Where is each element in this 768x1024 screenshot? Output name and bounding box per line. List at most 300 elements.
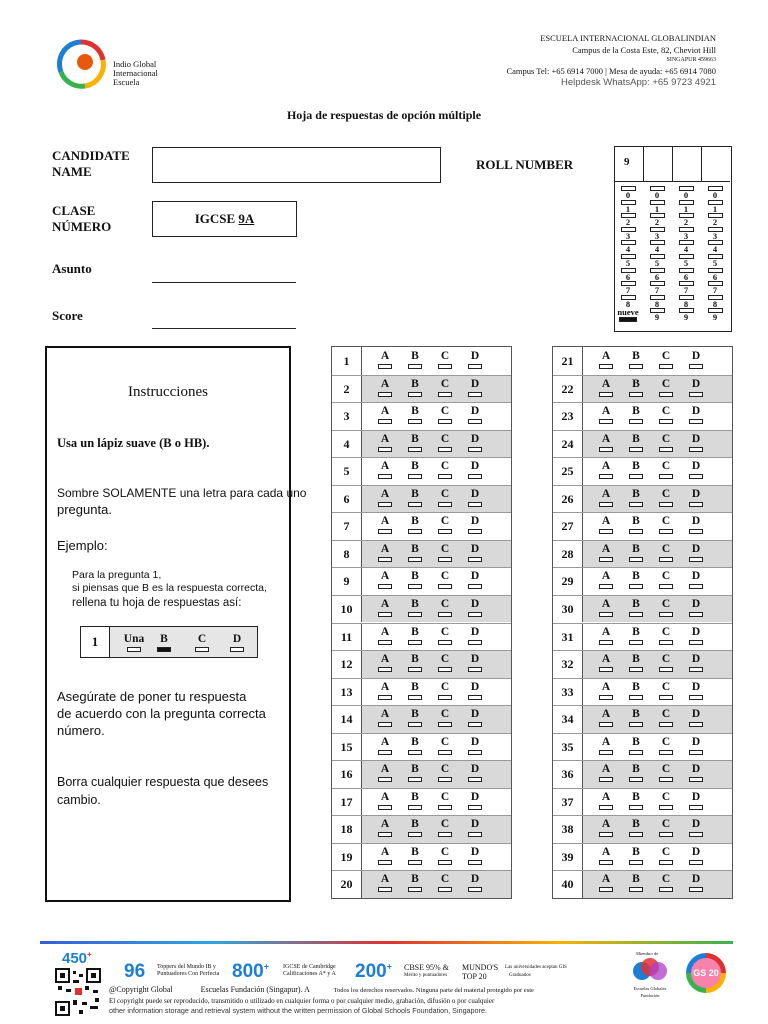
answer-bubble[interactable]	[599, 695, 613, 700]
answer-option[interactable]	[407, 570, 423, 589]
answer-bubble[interactable]	[599, 584, 613, 589]
answer-option[interactable]	[467, 736, 483, 755]
answer-option[interactable]	[598, 653, 614, 672]
answer-option[interactable]	[688, 598, 704, 617]
answer-bubble[interactable]	[468, 392, 482, 397]
answer-option[interactable]	[407, 488, 423, 507]
answer-option[interactable]	[658, 736, 674, 755]
roll-digit-bubble[interactable]	[614, 268, 642, 282]
answer-option[interactable]	[377, 378, 393, 397]
roll-digit-box[interactable]: 9	[615, 147, 644, 182]
answer-bubble[interactable]	[468, 777, 482, 782]
answer-bubble[interactable]	[408, 805, 422, 810]
roll-digit-bubble[interactable]	[614, 186, 642, 200]
answer-option[interactable]	[407, 460, 423, 479]
answer-bubble[interactable]	[408, 557, 422, 562]
answer-option[interactable]	[467, 570, 483, 589]
answer-option[interactable]	[628, 653, 644, 672]
roll-digit-bubble[interactable]	[614, 200, 642, 214]
answer-option[interactable]	[658, 791, 674, 810]
answer-bubble[interactable]	[599, 612, 613, 617]
answer-option[interactable]	[377, 763, 393, 782]
answer-bubble[interactable]	[408, 529, 422, 534]
answer-bubble[interactable]	[408, 392, 422, 397]
answer-option[interactable]	[377, 570, 393, 589]
answer-option[interactable]	[467, 433, 483, 452]
answer-bubble[interactable]	[378, 695, 392, 700]
answer-bubble[interactable]	[438, 447, 452, 452]
roll-digit-bubble[interactable]	[701, 308, 729, 322]
answer-bubble[interactable]	[599, 419, 613, 424]
answer-option[interactable]	[467, 460, 483, 479]
answer-option[interactable]	[437, 488, 453, 507]
answer-bubble[interactable]	[599, 640, 613, 645]
roll-digit-bubble[interactable]	[701, 213, 729, 227]
answer-bubble[interactable]	[659, 887, 673, 892]
answer-option[interactable]	[598, 460, 614, 479]
answer-bubble[interactable]	[438, 860, 452, 865]
answer-bubble[interactable]	[468, 667, 482, 672]
answer-option[interactable]	[437, 626, 453, 645]
answer-bubble[interactable]	[689, 695, 703, 700]
class-number-field[interactable]	[152, 201, 297, 237]
roll-digit-bubble[interactable]	[701, 281, 729, 295]
answer-bubble[interactable]	[438, 667, 452, 672]
answer-bubble[interactable]	[599, 860, 613, 865]
answer-option[interactable]	[688, 681, 704, 700]
answer-option[interactable]	[658, 626, 674, 645]
answer-option[interactable]	[598, 350, 614, 369]
answer-bubble[interactable]	[599, 832, 613, 837]
answer-option[interactable]	[598, 846, 614, 865]
answer-bubble[interactable]	[659, 695, 673, 700]
score-field[interactable]	[152, 328, 296, 329]
roll-digit-bubble[interactable]	[701, 186, 729, 200]
answer-bubble[interactable]	[689, 419, 703, 424]
answer-bubble[interactable]	[378, 529, 392, 534]
answer-bubble[interactable]	[468, 419, 482, 424]
answer-bubble[interactable]	[378, 612, 392, 617]
roll-digit-bubble[interactable]	[614, 227, 642, 241]
answer-bubble[interactable]	[378, 777, 392, 782]
answer-bubble[interactable]	[629, 640, 643, 645]
answer-option[interactable]	[407, 515, 423, 534]
answer-option[interactable]	[688, 818, 704, 837]
answer-bubble[interactable]	[659, 584, 673, 589]
answer-option[interactable]	[688, 488, 704, 507]
answer-bubble[interactable]	[438, 474, 452, 479]
roll-digit-bubble[interactable]	[672, 308, 700, 322]
answer-option[interactable]	[377, 818, 393, 837]
answer-bubble[interactable]	[689, 612, 703, 617]
answer-bubble[interactable]	[468, 887, 482, 892]
answer-bubble[interactable]	[629, 584, 643, 589]
answer-option[interactable]	[628, 626, 644, 645]
answer-option[interactable]	[407, 653, 423, 672]
answer-bubble[interactable]	[378, 557, 392, 562]
answer-bubble[interactable]	[378, 887, 392, 892]
answer-bubble[interactable]	[659, 640, 673, 645]
answer-bubble[interactable]	[629, 750, 643, 755]
answer-option[interactable]	[437, 405, 453, 424]
answer-bubble[interactable]	[378, 667, 392, 672]
answer-option[interactable]	[658, 350, 674, 369]
answer-bubble[interactable]	[468, 557, 482, 562]
answer-option[interactable]	[407, 543, 423, 562]
answer-bubble[interactable]	[689, 584, 703, 589]
answer-option[interactable]	[688, 873, 704, 892]
answer-option[interactable]	[407, 763, 423, 782]
answer-option[interactable]	[628, 460, 644, 479]
roll-digit-bubble[interactable]	[701, 295, 729, 309]
answer-bubble[interactable]	[438, 777, 452, 782]
answer-bubble[interactable]	[468, 502, 482, 507]
answer-option[interactable]	[407, 405, 423, 424]
answer-option[interactable]	[628, 873, 644, 892]
answer-option[interactable]	[437, 846, 453, 865]
answer-option[interactable]	[658, 515, 674, 534]
answer-option[interactable]	[598, 378, 614, 397]
answer-option[interactable]	[437, 543, 453, 562]
answer-option[interactable]	[407, 708, 423, 727]
answer-bubble[interactable]	[438, 640, 452, 645]
answer-option[interactable]	[598, 818, 614, 837]
answer-bubble[interactable]	[629, 722, 643, 727]
answer-bubble[interactable]	[468, 860, 482, 865]
answer-option[interactable]	[437, 818, 453, 837]
answer-bubble[interactable]	[599, 392, 613, 397]
answer-option[interactable]	[658, 488, 674, 507]
answer-bubble[interactable]	[599, 722, 613, 727]
answer-bubble[interactable]	[599, 364, 613, 369]
answer-option[interactable]	[467, 350, 483, 369]
answer-bubble[interactable]	[689, 777, 703, 782]
answer-option[interactable]	[688, 653, 704, 672]
answer-option[interactable]	[467, 626, 483, 645]
answer-option[interactable]	[628, 818, 644, 837]
answer-option[interactable]	[628, 736, 644, 755]
answer-bubble[interactable]	[468, 584, 482, 589]
answer-option[interactable]	[467, 791, 483, 810]
answer-bubble[interactable]	[378, 364, 392, 369]
answer-option[interactable]	[598, 736, 614, 755]
answer-bubble[interactable]	[659, 364, 673, 369]
answer-option[interactable]	[658, 460, 674, 479]
answer-bubble[interactable]	[408, 584, 422, 589]
answer-bubble[interactable]	[689, 640, 703, 645]
answer-option[interactable]	[467, 598, 483, 617]
answer-option[interactable]	[658, 818, 674, 837]
answer-bubble[interactable]	[689, 474, 703, 479]
answer-bubble[interactable]	[599, 502, 613, 507]
answer-option[interactable]	[377, 626, 393, 645]
roll-digit-bubble[interactable]	[614, 254, 642, 268]
roll-digit-bubble[interactable]	[643, 227, 671, 241]
answer-option[interactable]	[437, 791, 453, 810]
answer-bubble[interactable]	[689, 860, 703, 865]
answer-bubble[interactable]	[659, 722, 673, 727]
answer-bubble[interactable]	[468, 474, 482, 479]
answer-option[interactable]	[598, 681, 614, 700]
answer-bubble[interactable]	[378, 392, 392, 397]
answer-bubble[interactable]	[408, 667, 422, 672]
answer-option[interactable]	[467, 378, 483, 397]
answer-bubble[interactable]	[659, 777, 673, 782]
answer-option[interactable]	[467, 681, 483, 700]
answer-bubble[interactable]	[438, 584, 452, 589]
answer-bubble[interactable]	[629, 529, 643, 534]
roll-digit-bubble[interactable]	[643, 281, 671, 295]
answer-option[interactable]	[688, 626, 704, 645]
answer-bubble[interactable]	[408, 364, 422, 369]
answer-bubble[interactable]	[438, 695, 452, 700]
answer-option[interactable]	[598, 570, 614, 589]
answer-bubble[interactable]	[438, 750, 452, 755]
roll-digit-bubble[interactable]	[614, 240, 642, 254]
answer-option[interactable]	[598, 515, 614, 534]
roll-digit-bubble[interactable]	[672, 295, 700, 309]
answer-option[interactable]	[377, 598, 393, 617]
answer-bubble[interactable]	[438, 364, 452, 369]
answer-option[interactable]	[407, 791, 423, 810]
roll-digit-bubble[interactable]	[643, 254, 671, 268]
answer-option[interactable]	[437, 598, 453, 617]
roll-digit-bubble[interactable]	[701, 268, 729, 282]
answer-option[interactable]	[467, 846, 483, 865]
roll-digit-bubble[interactable]	[701, 254, 729, 268]
roll-digit-bubble[interactable]	[701, 200, 729, 214]
roll-digit-bubble[interactable]	[672, 254, 700, 268]
answer-option[interactable]	[628, 763, 644, 782]
roll-digit-bubble[interactable]	[672, 240, 700, 254]
answer-option[interactable]	[688, 378, 704, 397]
answer-bubble[interactable]	[378, 832, 392, 837]
answer-option[interactable]	[658, 378, 674, 397]
answer-bubble[interactable]	[659, 447, 673, 452]
answer-option[interactable]	[598, 405, 614, 424]
answer-option[interactable]	[658, 653, 674, 672]
answer-bubble[interactable]	[629, 419, 643, 424]
answer-bubble[interactable]	[378, 750, 392, 755]
answer-option[interactable]	[467, 873, 483, 892]
answer-option[interactable]	[598, 763, 614, 782]
answer-bubble[interactable]	[629, 557, 643, 562]
answer-option[interactable]	[437, 653, 453, 672]
candidate-name-field[interactable]	[152, 147, 441, 183]
answer-option[interactable]	[628, 543, 644, 562]
answer-option[interactable]	[598, 543, 614, 562]
answer-bubble[interactable]	[689, 557, 703, 562]
answer-bubble[interactable]	[629, 364, 643, 369]
answer-bubble[interactable]	[689, 447, 703, 452]
answer-bubble[interactable]	[599, 557, 613, 562]
answer-bubble[interactable]	[468, 805, 482, 810]
answer-option[interactable]	[688, 350, 704, 369]
answer-option[interactable]	[688, 736, 704, 755]
answer-option[interactable]	[377, 515, 393, 534]
answer-bubble[interactable]	[689, 364, 703, 369]
answer-bubble[interactable]	[689, 832, 703, 837]
answer-bubble[interactable]	[659, 502, 673, 507]
answer-option[interactable]	[377, 488, 393, 507]
answer-option[interactable]	[437, 515, 453, 534]
answer-option[interactable]	[658, 543, 674, 562]
answer-bubble[interactable]	[408, 695, 422, 700]
roll-digit-box[interactable]	[673, 147, 702, 182]
roll-digit-bubble[interactable]	[701, 227, 729, 241]
answer-bubble[interactable]	[689, 667, 703, 672]
answer-option[interactable]	[628, 405, 644, 424]
answer-bubble[interactable]	[378, 722, 392, 727]
answer-option[interactable]	[598, 873, 614, 892]
answer-option[interactable]	[658, 681, 674, 700]
answer-option[interactable]	[658, 598, 674, 617]
answer-bubble[interactable]	[378, 805, 392, 810]
answer-option[interactable]	[628, 570, 644, 589]
answer-bubble[interactable]	[599, 474, 613, 479]
answer-bubble[interactable]	[599, 529, 613, 534]
answer-option[interactable]	[377, 350, 393, 369]
answer-bubble[interactable]	[629, 860, 643, 865]
answer-option[interactable]	[467, 405, 483, 424]
answer-option[interactable]	[467, 515, 483, 534]
answer-option[interactable]	[377, 543, 393, 562]
answer-option[interactable]	[688, 570, 704, 589]
answer-option[interactable]	[437, 763, 453, 782]
answer-option[interactable]	[407, 378, 423, 397]
roll-digit-bubble[interactable]	[701, 240, 729, 254]
answer-bubble[interactable]	[378, 474, 392, 479]
roll-digit-bubble[interactable]	[614, 308, 642, 322]
answer-bubble[interactable]	[629, 612, 643, 617]
answer-bubble[interactable]	[689, 805, 703, 810]
answer-bubble[interactable]	[408, 447, 422, 452]
answer-bubble[interactable]	[468, 529, 482, 534]
roll-digit-bubble[interactable]	[643, 268, 671, 282]
answer-option[interactable]	[628, 598, 644, 617]
answer-bubble[interactable]	[378, 640, 392, 645]
answer-option[interactable]	[688, 791, 704, 810]
answer-option[interactable]	[688, 543, 704, 562]
answer-option[interactable]	[598, 791, 614, 810]
answer-bubble[interactable]	[438, 612, 452, 617]
roll-digit-bubble[interactable]	[643, 200, 671, 214]
answer-bubble[interactable]	[659, 419, 673, 424]
answer-option[interactable]	[688, 460, 704, 479]
answer-option[interactable]	[628, 791, 644, 810]
roll-digit-bubble[interactable]	[643, 186, 671, 200]
answer-bubble[interactable]	[408, 419, 422, 424]
answer-bubble[interactable]	[659, 805, 673, 810]
answer-option[interactable]	[437, 681, 453, 700]
answer-bubble[interactable]	[378, 419, 392, 424]
roll-digit-bubble[interactable]	[614, 281, 642, 295]
answer-bubble[interactable]	[659, 557, 673, 562]
answer-option[interactable]	[437, 350, 453, 369]
answer-option[interactable]	[628, 378, 644, 397]
answer-option[interactable]	[437, 378, 453, 397]
answer-option[interactable]	[598, 626, 614, 645]
answer-bubble[interactable]	[599, 887, 613, 892]
answer-option[interactable]	[628, 350, 644, 369]
answer-bubble[interactable]	[599, 777, 613, 782]
answer-option[interactable]	[377, 873, 393, 892]
answer-bubble[interactable]	[659, 860, 673, 865]
roll-digit-bubble[interactable]	[643, 308, 671, 322]
subject-field[interactable]	[152, 282, 296, 283]
answer-option[interactable]	[437, 708, 453, 727]
answer-bubble[interactable]	[468, 695, 482, 700]
answer-option[interactable]	[628, 846, 644, 865]
answer-option[interactable]	[377, 405, 393, 424]
answer-bubble[interactable]	[438, 419, 452, 424]
answer-option[interactable]	[437, 736, 453, 755]
answer-option[interactable]	[598, 708, 614, 727]
answer-bubble[interactable]	[659, 392, 673, 397]
answer-option[interactable]	[628, 708, 644, 727]
answer-bubble[interactable]	[629, 805, 643, 810]
answer-bubble[interactable]	[689, 529, 703, 534]
answer-option[interactable]	[467, 653, 483, 672]
roll-digit-bubble[interactable]	[643, 240, 671, 254]
answer-bubble[interactable]	[629, 777, 643, 782]
answer-option[interactable]	[377, 460, 393, 479]
answer-bubble[interactable]	[468, 750, 482, 755]
answer-bubble[interactable]	[689, 722, 703, 727]
answer-option[interactable]	[407, 846, 423, 865]
answer-option[interactable]	[628, 515, 644, 534]
answer-option[interactable]	[467, 543, 483, 562]
answer-bubble[interactable]	[438, 805, 452, 810]
answer-option[interactable]	[598, 488, 614, 507]
answer-bubble[interactable]	[408, 750, 422, 755]
answer-bubble[interactable]	[659, 832, 673, 837]
answer-bubble[interactable]	[438, 392, 452, 397]
answer-option[interactable]	[407, 681, 423, 700]
answer-bubble[interactable]	[599, 750, 613, 755]
roll-digit-bubble[interactable]	[643, 295, 671, 309]
answer-option[interactable]	[377, 708, 393, 727]
answer-bubble[interactable]	[468, 364, 482, 369]
answer-bubble[interactable]	[689, 502, 703, 507]
answer-bubble[interactable]	[378, 584, 392, 589]
answer-bubble[interactable]	[689, 392, 703, 397]
answer-option[interactable]	[437, 873, 453, 892]
answer-option[interactable]	[688, 515, 704, 534]
answer-option[interactable]	[658, 846, 674, 865]
answer-option[interactable]	[377, 846, 393, 865]
answer-bubble[interactable]	[659, 667, 673, 672]
answer-bubble[interactable]	[629, 695, 643, 700]
answer-bubble[interactable]	[408, 777, 422, 782]
answer-option[interactable]	[688, 763, 704, 782]
roll-digit-bubble[interactable]	[614, 213, 642, 227]
answer-option[interactable]	[437, 433, 453, 452]
answer-bubble[interactable]	[599, 667, 613, 672]
answer-bubble[interactable]	[378, 860, 392, 865]
answer-bubble[interactable]	[438, 887, 452, 892]
roll-digit-bubble[interactable]	[672, 200, 700, 214]
answer-option[interactable]	[407, 736, 423, 755]
answer-bubble[interactable]	[438, 722, 452, 727]
answer-option[interactable]	[658, 405, 674, 424]
answer-bubble[interactable]	[629, 447, 643, 452]
answer-bubble[interactable]	[438, 529, 452, 534]
answer-option[interactable]	[598, 433, 614, 452]
answer-option[interactable]	[658, 570, 674, 589]
roll-bubble[interactable]	[619, 317, 637, 322]
answer-bubble[interactable]	[468, 447, 482, 452]
